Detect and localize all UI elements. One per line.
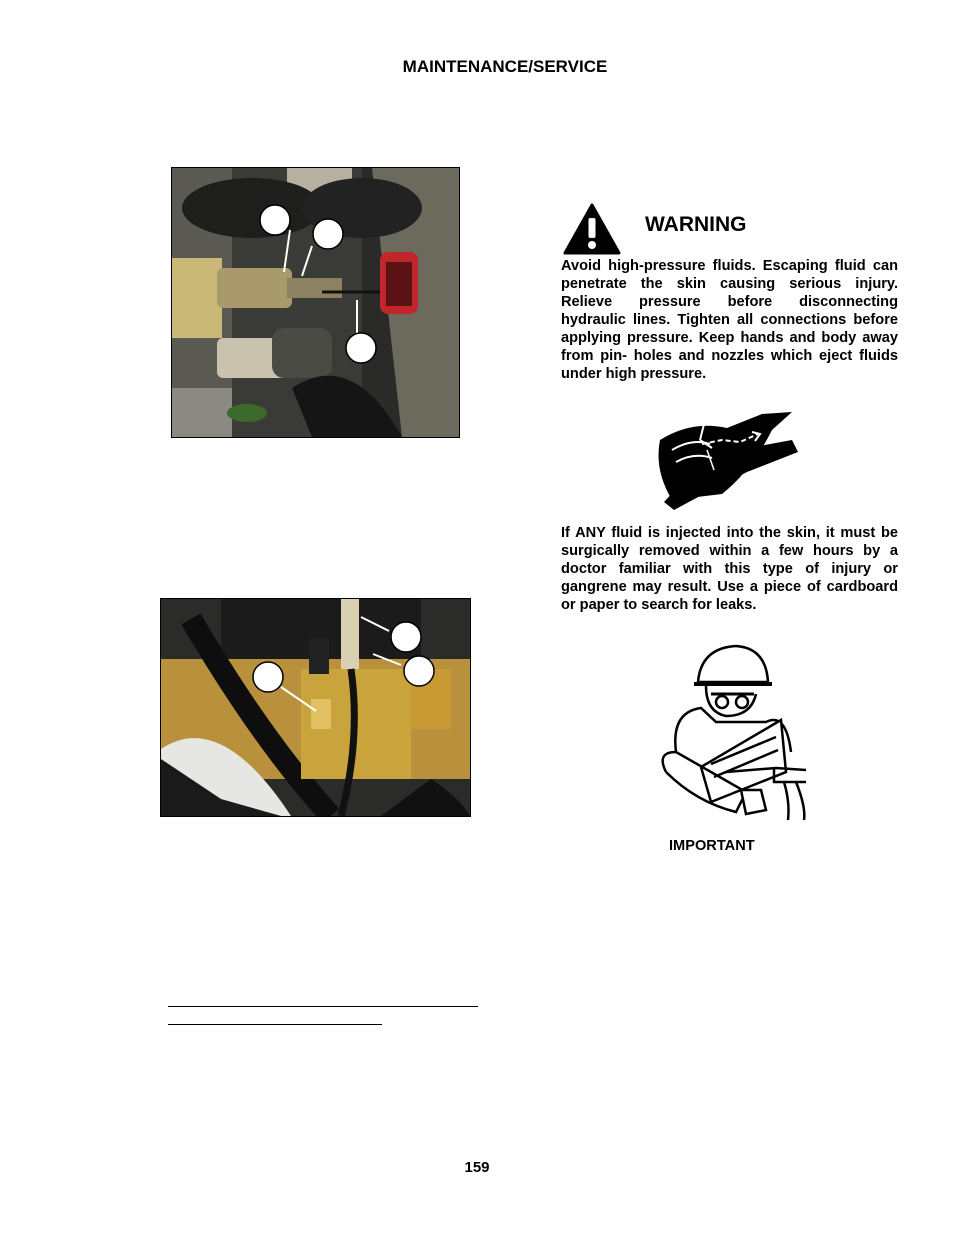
important-caption: IMPORTANT — [669, 838, 755, 854]
worker-checking-leak-icon — [656, 642, 814, 833]
fluid-injection-hand-icon — [652, 410, 798, 515]
horizontal-rule — [168, 1024, 382, 1025]
warning-title: WARNING — [645, 213, 747, 236]
warning-paragraph: Avoid high-pressure fluids. Escaping fluid can penetrate the skin causing serious injury. Relieve pressure before disconnecting hydraulic lines. Tighten all connections before applying pressure. Keep hands and body away from pin- holes and nozzles which eject fluids under high pressure. — [561, 258, 898, 382]
injection-paragraph: If ANY fluid is injected into the skin, it must be surgically removed within a few hours by a doctor familiar with this type of injury or gangrene may result. Use a piece of cardboard or paper to search for leaks. — [561, 525, 898, 613]
hydraulic-fitting-photo-top — [171, 167, 460, 438]
page-header: MAINTENANCE/SERVICE — [402, 57, 608, 76]
page-number: 159 — [464, 1159, 490, 1176]
warning-triangle-icon — [563, 203, 621, 260]
hydraulic-valve-photo-bottom — [160, 598, 471, 817]
horizontal-rule — [168, 1006, 478, 1007]
